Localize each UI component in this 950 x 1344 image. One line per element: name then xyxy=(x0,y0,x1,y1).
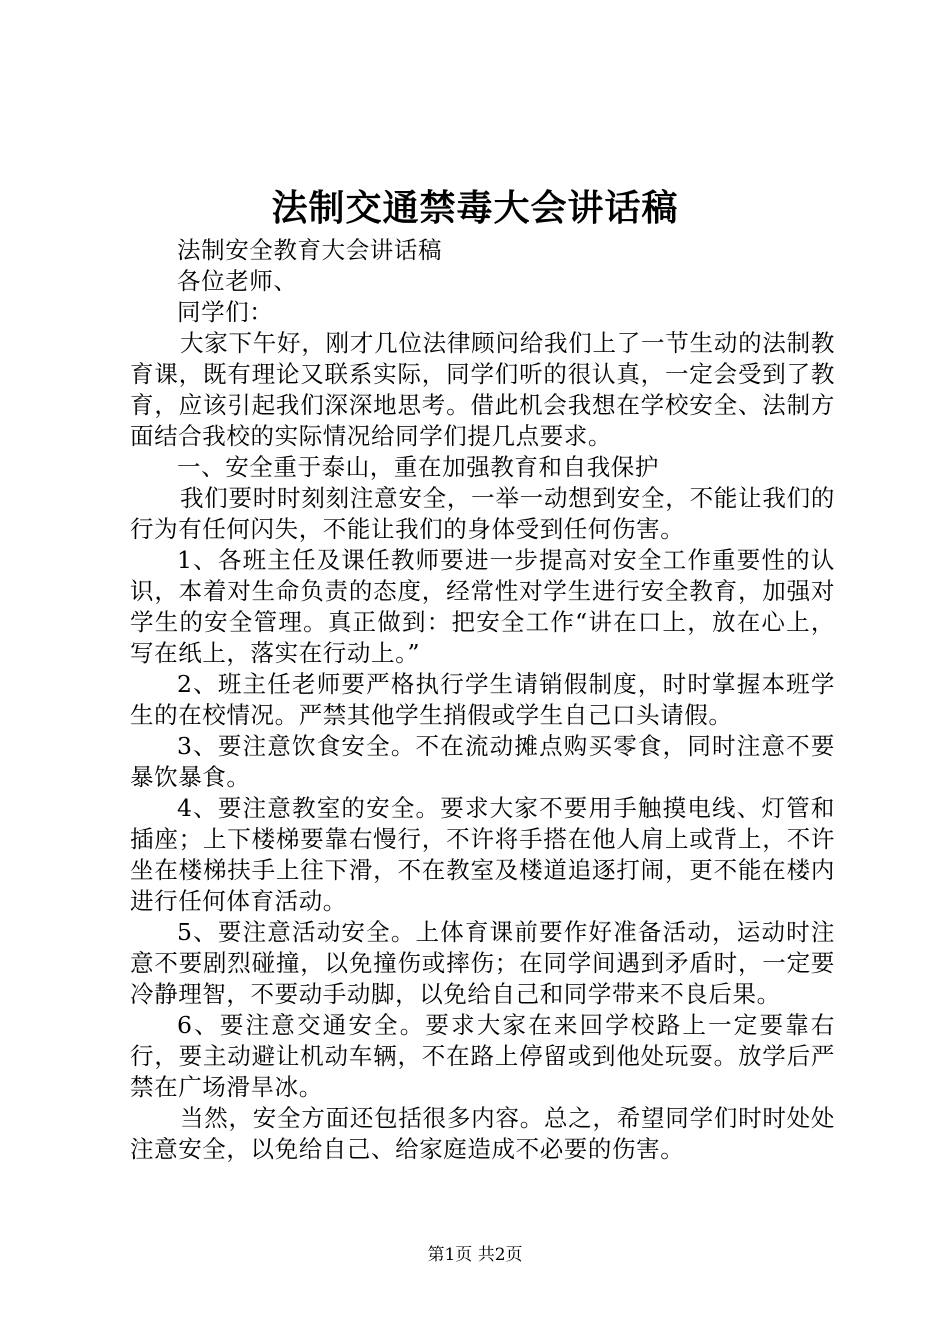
paragraph-section-heading-1: 一、安全重于泰山，重在加强教育和自我保护 xyxy=(177,453,659,481)
paragraph-salutation-students: 同学们： xyxy=(177,298,274,326)
paragraph-subtitle: 法制安全教育大会讲话稿 xyxy=(177,236,443,264)
paragraph-item-4: 4、要注意教室的安全。要求大家不要用手触摸电线、灯管和插座；上下楼梯要靠右慢行，不许将手搭在他人肩上或背上，不许坐在楼梯扶手上往下滑，不在教室及楼道追逐打闹，更不能在楼内进行任何体育活动。 xyxy=(130,794,835,915)
paragraph-safety-intro: 我们要时时刻刻注意安全，一举一动想到安全，不能让我们的行为有任何闪失，不能让我们的身体受到任何伤害。 xyxy=(130,484,835,543)
paragraph-item-1: 1、各班主任及课任教师要进一步提高对安全工作重要性的认识，本着对生命负责的态度，经常性对学生进行安全教育，加强对学生的安全管理。真正做到：把安全工作“讲在口上，放在心上，写在纸上，落实在行动上。” xyxy=(130,546,835,667)
page-footer: 第1页 共2页 xyxy=(427,1245,523,1265)
document-body xyxy=(130,235,835,1165)
document-title: 法制交通禁毒大会讲话稿 xyxy=(271,187,679,229)
paragraph-item-2: 2、班主任老师要严格执行学生请销假制度，时时掌握本班学生的在校情况。严禁其他学生捎假或学生自己口头请假。 xyxy=(130,670,835,729)
paragraph-closing: 当然，安全方面还包括很多内容。总之，希望同学们时时处处注意安全，以免给自己、给家庭造成不必要的伤害。 xyxy=(130,1104,835,1163)
paragraph-item-5: 5、要注意活动安全。上体育课前要作好准备活动，运动时注意不要剧烈碰撞，以免撞伤或摔伤；在同学间遇到矛盾时，一定要冷静理智，不要动手动脚，以免给自己和同学带来不良后果。 xyxy=(130,918,835,1008)
paragraph-opening: 大家下午好，刚才几位法律顾问给我们上了一节生动的法制教育课，既有理论又联系实际，同学们听的很认真，一定会受到了教育，应该引起我们深深地思考。借此机会我想在学校安全、法制方面结合我校的实际情况给同学们提几点要求。 xyxy=(130,329,835,450)
paragraph-item-6: 6、要注意交通安全。要求大家在来回学校路上一定要靠右行，要主动避让机动车辆，不在路上停留或到他处玩耍。放学后严禁在广场滑旱冰。 xyxy=(130,1011,835,1101)
paragraph-item-3: 3、要注意饮食安全。不在流动摊点购买零食，同时注意不要暴饮暴食。 xyxy=(130,732,835,791)
paragraph-salutation-teachers: 各位老师、 xyxy=(177,267,298,295)
